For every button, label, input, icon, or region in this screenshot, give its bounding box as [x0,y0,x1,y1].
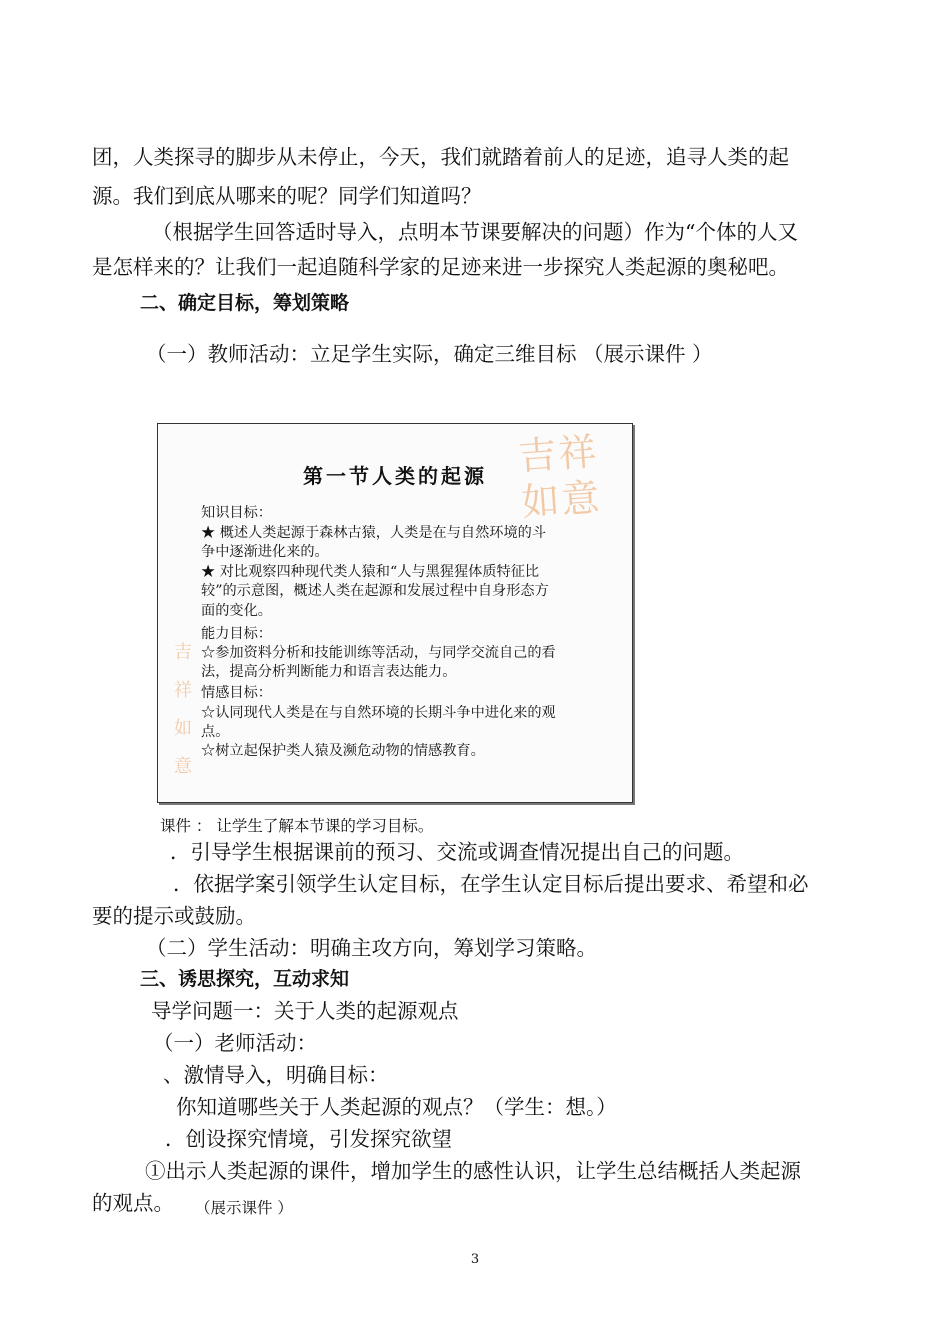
subsection-heading: （一）教师活动：立足学生实际，确定三维目标 （展示课件 ） [146,342,713,366]
paragraph-line: 你知道哪些关于人类起源的观点？（学生：想。） [176,1095,617,1119]
page-number: 3 [470,1252,480,1267]
slide-text: ☆树立起保护类人猿及濒危动物的情感教育。 [201,743,485,759]
paragraph-line: 源。我们到底从哪来的呢？同学们知道吗？ [92,184,482,208]
list-item: ．引导学生根据课前的预习、交流或调查情况提出自己的问题。 [170,840,744,864]
section-heading: 三、诱思探究，互动求知 [140,968,350,990]
emotion-goal-label: 情感目标： [201,685,272,701]
paragraph-line: 团，人类探寻的脚步从未停止，今天，我们就踏着前人的足迹，追寻人类的起 [92,145,789,169]
knowledge-goal-label: 知识目标： [201,505,272,521]
list-item: 、激情导入，明确目标： [163,1063,389,1087]
section-heading: 二、确定目标，筹划策略 [140,292,350,314]
paragraph-line: （根据学生回答适时导入，点明本节课要解决的问题）作为“个体的人又 [152,220,798,244]
ability-goal-label: 能力目标： [201,626,272,642]
slide-text: ★ 概述人类起源于森林古猿，人类是在与自然环境的斗 [201,525,547,541]
paragraph-line: 是怎样来的？让我们一起追随科学家的足迹来进一步探究人类起源的奥秘吧。 [92,255,789,279]
slide-text: 法，提高分析判断能力和语言表达能力。 [201,664,457,680]
courseware-slide-image [157,423,633,803]
slide-text: ★ 对比观察四种现代类人猿和“人与黑猩猩体质特征比 [201,564,540,580]
subsection-heading: （一）老师活动： [153,1031,317,1055]
list-item: 要的提示或鼓励。 [92,904,256,928]
subsection-heading: （二）学生活动：明确主攻方向，筹划学习策略。 [146,936,597,960]
slide-text: 较”的示意图，概述人类在起源和发展过程中自身形态方 [201,583,549,599]
courseware-note: （展示课件 ） [195,1199,293,1217]
list-item: ．创设探究情境，引发探究欲望 [165,1127,452,1151]
slide-title: 第一节人类的起源 [303,464,487,488]
seal-stamp-decoration: 吉 祥 如 意 [174,642,192,777]
slide-text: 争中逐渐进化来的。 [201,544,329,560]
image-caption: 课件 ： 让学生了解本节课的学习目标。 [160,817,434,835]
slide-text: 点。 [201,724,230,740]
question-heading: 导学问题一：关于人类的起源观点 [151,999,459,1023]
paragraph-line: 的观点。 [92,1191,174,1215]
slide-text: ☆认同现代人类是在与自然环境的长期斗争中进化来的观 [201,705,556,721]
list-item: ．依据学案引领学生认定目标，在学生认定目标后提出要求、希望和必 [173,872,809,896]
slide-text: 面的变化。 [201,603,272,619]
auspicious-stamp-decoration: 吉祥 如意 [516,429,603,525]
paragraph-line: ①出示人类起源的课件，增加学生的感性认识，让学生总结概括人类起源 [145,1159,801,1183]
slide-text: ☆参加资料分析和技能训练等活动，与同学交流自己的看 [201,645,556,661]
